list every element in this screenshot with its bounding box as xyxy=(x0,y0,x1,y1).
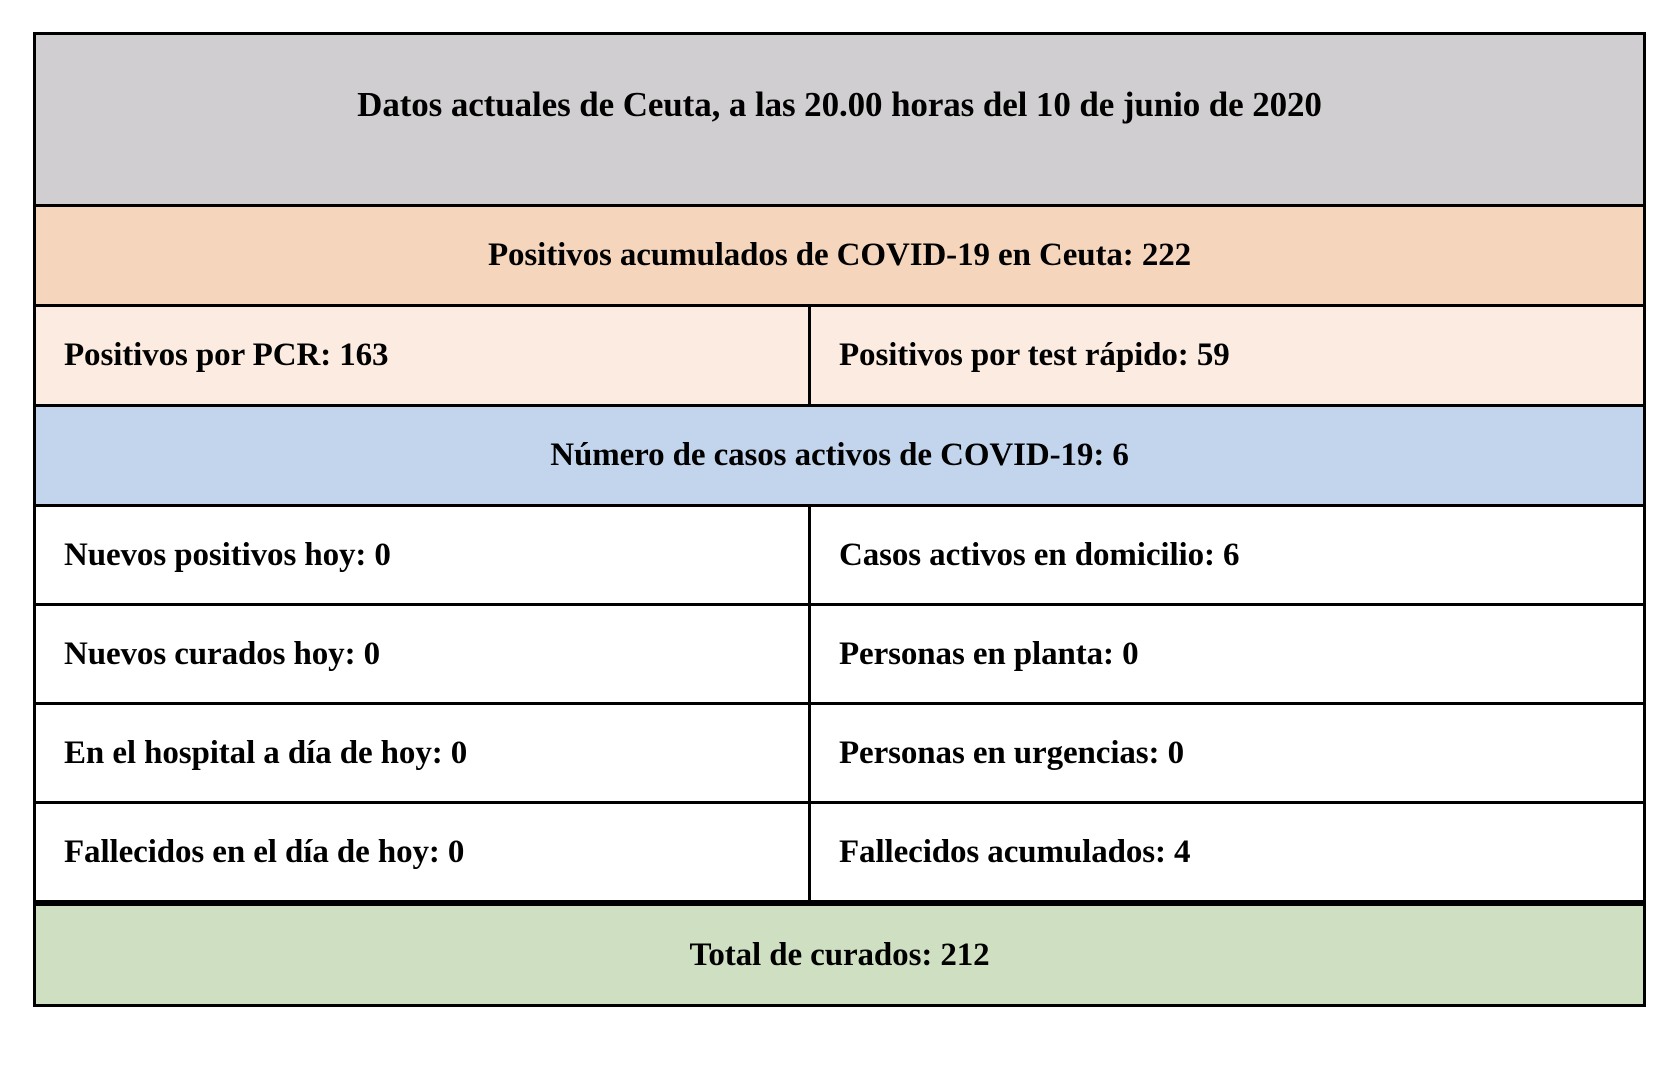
positives-pcr-value: Positivos por PCR: 163 xyxy=(36,307,811,407)
in-hospital-today: En el hospital a día de hoy: 0 xyxy=(36,705,811,804)
table-row xyxy=(36,507,1643,606)
table-row xyxy=(36,804,1643,903)
deaths-accumulated: Fallecidos acumulados: 4 xyxy=(811,804,1643,903)
table-row-title xyxy=(36,35,1643,207)
page-title: Datos actuales de Ceuta, a las 20.00 horas del 10 de junio de 2020 xyxy=(36,35,1643,207)
covid-summary-table xyxy=(33,32,1646,1007)
deaths-today: Fallecidos en el día de hoy: 0 xyxy=(36,804,811,903)
total-recovered-banner: Total de curados: 212 xyxy=(36,903,1643,1004)
table-row-active-cases xyxy=(36,407,1643,507)
new-positives-today: Nuevos positivos hoy: 0 xyxy=(36,507,811,606)
table-row xyxy=(36,606,1643,705)
positives-rapid-test-value: Positivos por test rápido: 59 xyxy=(811,307,1643,407)
table-row-test-breakdown xyxy=(36,307,1643,407)
active-cases-home: Casos activos en domicilio: 6 xyxy=(811,507,1643,606)
new-recovered-today: Nuevos curados hoy: 0 xyxy=(36,606,811,705)
active-cases-banner: Número de casos activos de COVID-19: 6 xyxy=(36,407,1643,507)
table-row xyxy=(36,705,1643,804)
people-in-ward: Personas en planta: 0 xyxy=(811,606,1643,705)
accumulated-positives-banner: Positivos acumulados de COVID-19 en Ceuta: 222 xyxy=(36,207,1643,307)
table-row-accumulated xyxy=(36,207,1643,307)
table-row-total-recovered xyxy=(36,903,1643,1004)
people-in-emergency: Personas en urgencias: 0 xyxy=(811,705,1643,804)
